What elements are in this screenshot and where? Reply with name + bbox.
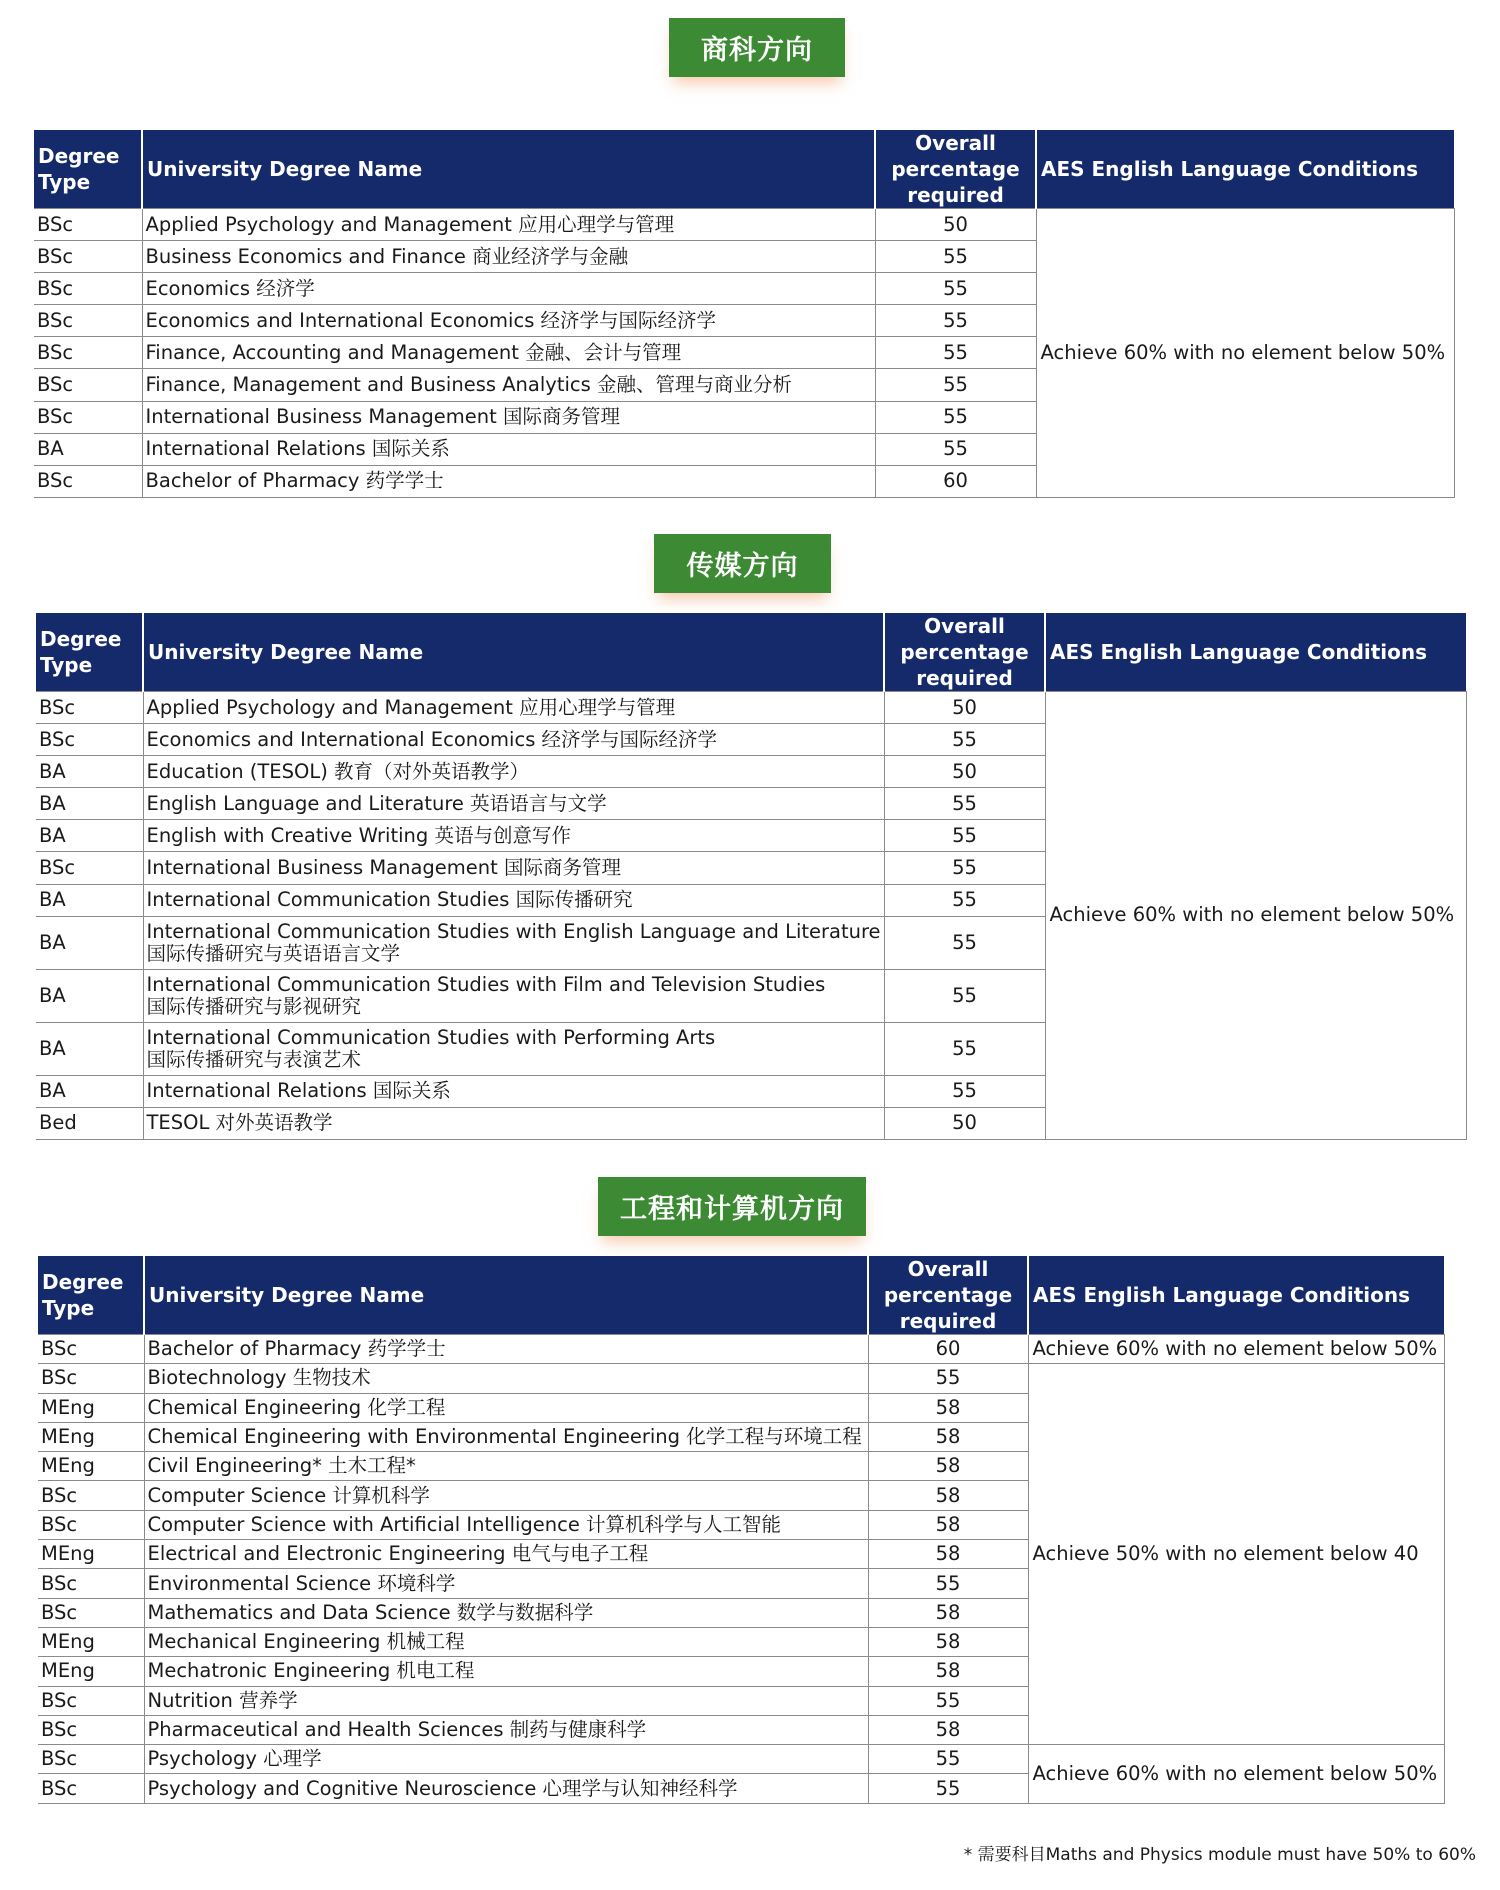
degree-type-cell: BSc — [36, 692, 143, 724]
degree-type-cell: BA — [36, 916, 143, 969]
overall-percentage-cell: 55 — [868, 1569, 1028, 1598]
overall-percentage-cell: 58 — [868, 1715, 1028, 1744]
degree-type-cell: MEng — [38, 1657, 144, 1686]
header-degree-type: Degree Type — [34, 130, 142, 209]
degree-name-cell: English with Creative Writing 英语与创意写作 — [143, 820, 884, 852]
degree-name-cell: International Relations 国际关系 — [143, 1075, 884, 1107]
section-title-business: 商科方向 — [669, 18, 845, 77]
degree-name-cell: Finance, Accounting and Management 金融、会计与管理 — [142, 337, 875, 369]
overall-percentage-cell: 50 — [875, 209, 1036, 241]
degree-name-cell: Chemical Engineering with Environmental Engineering 化学工程与环境工程 — [144, 1422, 868, 1451]
degree-name-cell: Civil Engineering* 土木工程* — [144, 1452, 868, 1481]
degree-name-en: International Communication Studies with English Language and Literature — [146, 919, 881, 943]
degree-name-cn: 国际传播研究与英语语言文学 — [146, 941, 401, 965]
overall-percentage-cell: 58 — [868, 1598, 1028, 1627]
business-degree-table — [34, 130, 1455, 498]
table-row — [38, 1335, 1444, 1364]
degree-name-cell: Bachelor of Pharmacy 药学学士 — [142, 465, 875, 497]
footnote: * 需要科目Maths and Physics module must have 50% to 60% — [963, 1845, 1476, 1865]
overall-percentage-cell: 55 — [868, 1686, 1028, 1715]
aes-condition-cell: Achieve 60% with no element below 50% — [1028, 1745, 1444, 1804]
header-degree-type: Degree Type — [38, 1256, 144, 1335]
degree-name-cell: Computer Science with Artificial Intelligence 计算机科学与人工智能 — [144, 1510, 868, 1539]
degree-name-cell: Mechatronic Engineering 机电工程 — [144, 1657, 868, 1686]
degree-type-cell: Bed — [36, 1107, 143, 1139]
degree-name-cell: Psychology and Cognitive Neuroscience 心理学与认知神经科学 — [144, 1774, 868, 1803]
degree-type-cell: BSc — [34, 241, 142, 273]
degree-type-cell: BSc — [38, 1335, 144, 1364]
degree-name-cell: Mathematics and Data Science 数学与数据科学 — [144, 1598, 868, 1627]
degree-type-cell: BSc — [36, 724, 143, 756]
degree-name-cell: Computer Science 计算机科学 — [144, 1481, 868, 1510]
degree-type-cell: BA — [36, 884, 143, 916]
degree-name-cell: Applied Psychology and Management 应用心理学与管理 — [142, 209, 875, 241]
aes-condition-cell: Achieve 60% with no element below 50% — [1036, 209, 1454, 498]
degree-name-cell — [143, 916, 884, 969]
overall-percentage-cell: 50 — [884, 756, 1045, 788]
overall-percentage-cell: 58 — [868, 1452, 1028, 1481]
degree-name-cell — [143, 1022, 884, 1075]
degree-name-cn: 国际传播研究与表演艺术 — [146, 1047, 362, 1071]
degree-name-cell: International Business Management 国际商务管理 — [142, 401, 875, 433]
overall-percentage-cell: 60 — [875, 465, 1036, 497]
overall-percentage-cell: 58 — [868, 1540, 1028, 1569]
degree-type-cell: MEng — [38, 1540, 144, 1569]
degree-name-cell: International Business Management 国际商务管理 — [143, 852, 884, 884]
overall-percentage-cell: 55 — [868, 1364, 1028, 1393]
overall-percentage-cell: 55 — [875, 369, 1036, 401]
degree-type-cell: BA — [34, 433, 142, 465]
degree-type-cell: BSc — [34, 465, 142, 497]
degree-name-cell: Pharmaceutical and Health Sciences 制药与健康科学 — [144, 1715, 868, 1744]
degree-name-cell: International Communication Studies 国际传播研究 — [143, 884, 884, 916]
degree-type-cell: BSc — [34, 305, 142, 337]
aes-condition-cell: Achieve 60% with no element below 50% — [1045, 692, 1466, 1140]
header-degree-name: University Degree Name — [143, 613, 884, 692]
degree-name-cell: Economics and International Economics 经济学与国际经济学 — [142, 305, 875, 337]
degree-name-cell: Nutrition 营养学 — [144, 1686, 868, 1715]
degree-name-en: International Communication Studies with Performing Arts — [146, 1025, 716, 1049]
degree-type-cell: BSc — [38, 1510, 144, 1539]
overall-percentage-cell: 55 — [875, 433, 1036, 465]
media-degree-table — [36, 613, 1467, 1140]
overall-percentage-cell: 58 — [868, 1627, 1028, 1656]
degree-type-cell: BA — [36, 788, 143, 820]
overall-percentage-cell: 55 — [884, 884, 1045, 916]
degree-name-cell: Biotechnology 生物技术 — [144, 1364, 868, 1393]
degree-name-cell: Chemical Engineering 化学工程 — [144, 1393, 868, 1422]
degree-name-cell: Bachelor of Pharmacy 药学学士 — [144, 1335, 868, 1364]
aes-condition-cell: Achieve 50% with no element below 40 — [1028, 1364, 1444, 1745]
degree-type-cell: BA — [36, 969, 143, 1022]
overall-percentage-cell: 58 — [868, 1393, 1028, 1422]
degree-type-cell: MEng — [38, 1452, 144, 1481]
degree-name-cn: 国际传播研究与影视研究 — [146, 994, 362, 1018]
overall-percentage-cell: 55 — [868, 1774, 1028, 1803]
degree-name-cell: Education (TESOL) 教育（对外英语教学） — [143, 756, 884, 788]
degree-type-cell: MEng — [38, 1627, 144, 1656]
overall-percentage-cell: 55 — [884, 724, 1045, 756]
degree-name-cell — [143, 969, 884, 1022]
degree-type-cell: BSc — [38, 1774, 144, 1803]
degree-name-cell: International Relations 国际关系 — [142, 433, 875, 465]
overall-percentage-cell: 55 — [875, 241, 1036, 273]
header-overall-percentage: Overall percentage required — [868, 1256, 1028, 1335]
degree-type-cell: MEng — [38, 1393, 144, 1422]
overall-percentage-cell: 50 — [884, 692, 1045, 724]
header-aes-conditions: AES English Language Conditions — [1045, 613, 1466, 692]
degree-type-cell: BA — [36, 820, 143, 852]
header-aes-conditions: AES English Language Conditions — [1028, 1256, 1444, 1335]
table-row — [36, 692, 1466, 724]
overall-percentage-cell: 58 — [868, 1481, 1028, 1510]
header-aes-conditions: AES English Language Conditions — [1036, 130, 1454, 209]
table-row — [38, 1745, 1444, 1774]
overall-percentage-cell: 55 — [884, 820, 1045, 852]
overall-percentage-cell: 58 — [868, 1422, 1028, 1451]
section-title-engineering: 工程和计算机方向 — [598, 1177, 866, 1236]
degree-type-cell: BSc — [34, 209, 142, 241]
degree-name-cell: Applied Psychology and Management 应用心理学与管理 — [143, 692, 884, 724]
degree-type-cell: BA — [36, 1075, 143, 1107]
degree-type-cell: BA — [36, 756, 143, 788]
degree-type-cell: BSc — [38, 1598, 144, 1627]
degree-name-cell: Environmental Science 环境科学 — [144, 1569, 868, 1598]
degree-name-en: International Communication Studies with Film and Television Studies — [146, 972, 826, 996]
overall-percentage-cell: 55 — [875, 273, 1036, 305]
degree-name-cell: Economics and International Economics 经济学与国际经济学 — [143, 724, 884, 756]
header-degree-type: Degree Type — [36, 613, 143, 692]
overall-percentage-cell: 55 — [875, 305, 1036, 337]
table-row — [38, 1364, 1444, 1393]
degree-type-cell: BSc — [38, 1745, 144, 1774]
overall-percentage-cell: 58 — [868, 1510, 1028, 1539]
degree-type-cell: BA — [36, 1022, 143, 1075]
overall-percentage-cell: 55 — [884, 1022, 1045, 1075]
section-title-media: 传媒方向 — [654, 534, 831, 593]
overall-percentage-cell: 55 — [884, 969, 1045, 1022]
overall-percentage-cell: 60 — [868, 1335, 1028, 1364]
degree-type-cell: BSc — [34, 401, 142, 433]
overall-percentage-cell: 55 — [884, 1075, 1045, 1107]
degree-type-cell: MEng — [38, 1422, 144, 1451]
degree-name-cell: Business Economics and Finance 商业经济学与金融 — [142, 241, 875, 273]
header-degree-name: University Degree Name — [142, 130, 875, 209]
degree-type-cell: BSc — [34, 369, 142, 401]
degree-type-cell: BSc — [34, 337, 142, 369]
degree-type-cell: BSc — [38, 1686, 144, 1715]
degree-type-cell: BSc — [36, 852, 143, 884]
degree-type-cell: BSc — [34, 273, 142, 305]
degree-type-cell: BSc — [38, 1715, 144, 1744]
overall-percentage-cell: 55 — [884, 852, 1045, 884]
overall-percentage-cell: 55 — [884, 788, 1045, 820]
degree-name-cell: Economics 经济学 — [142, 273, 875, 305]
overall-percentage-cell: 58 — [868, 1657, 1028, 1686]
degree-name-cell: Psychology 心理学 — [144, 1745, 868, 1774]
degree-name-cell: Finance, Management and Business Analytics 金融、管理与商业分析 — [142, 369, 875, 401]
degree-type-cell: BSc — [38, 1569, 144, 1598]
header-overall-percentage: Overall percentage required — [875, 130, 1036, 209]
overall-percentage-cell: 55 — [875, 401, 1036, 433]
degree-type-cell: BSc — [38, 1364, 144, 1393]
degree-name-cell: English Language and Literature 英语语言与文学 — [143, 788, 884, 820]
engineering-degree-table — [38, 1256, 1445, 1804]
header-degree-name: University Degree Name — [144, 1256, 868, 1335]
degree-name-cell: Electrical and Electronic Engineering 电气与电子工程 — [144, 1540, 868, 1569]
overall-percentage-cell: 55 — [868, 1745, 1028, 1774]
degree-name-cell: TESOL 对外英语教学 — [143, 1107, 884, 1139]
overall-percentage-cell: 55 — [875, 337, 1036, 369]
overall-percentage-cell: 55 — [884, 916, 1045, 969]
aes-condition-cell: Achieve 60% with no element below 50% — [1028, 1335, 1444, 1364]
overall-percentage-cell: 50 — [884, 1107, 1045, 1139]
table-row — [34, 209, 1454, 241]
degree-name-cell: Mechanical Engineering 机械工程 — [144, 1627, 868, 1656]
header-overall-percentage: Overall percentage required — [884, 613, 1045, 692]
degree-type-cell: BSc — [38, 1481, 144, 1510]
